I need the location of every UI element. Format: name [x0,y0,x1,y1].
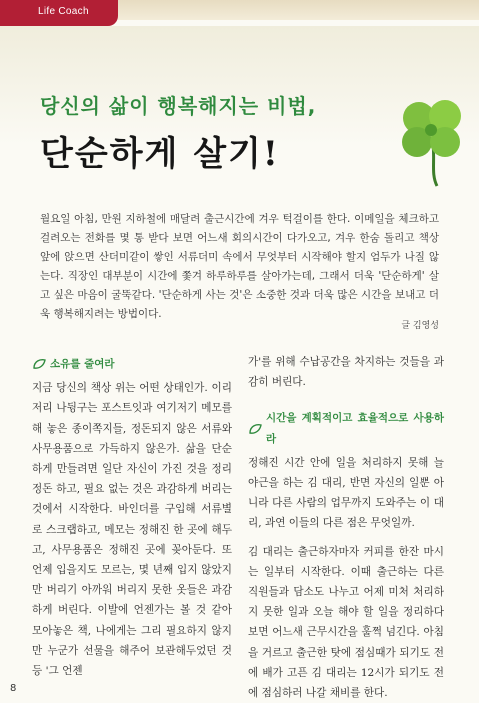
clover-illustration [397,92,467,188]
article-subtitle: 당신의 삶이 행복해지는 비법, [40,94,317,118]
paper-edge-decoration [118,0,479,20]
intro-paragraph: 월요일 아침, 만원 지하철에 매달려 출근시간에 겨우 턱걸이를 한다. 이메일을 체크하고 걸려오는 전화를 몇 통 받다 보면 어느새 회의시간이 다가오고, 겨우 한숨 돌리고 책상 앞에 앉으면 산더미같이 쌓인 서류더미 속에서 무엇부터 시작해야 할지 엄두가 나질 않는다. 직장인 대부분이 시간에 쫓겨 하루하루를 살아가는데, 그래서 더욱 '단순하게' 살고 싶은 마음이 굴뚝같다. '단순하게 사는 것'은 소중한 것과 더욱 많은 시간을 보내고 더욱 행복해지려는 방법이다. [40,213,439,320]
section-heading-use-time [248,408,444,448]
section-heading-label: 소유를 줄여라 [50,358,115,370]
left-column [32,352,232,681]
right-column [248,352,444,703]
section-heading-label: 시간을 계획적이고 효율적으로 사용하라 [266,412,444,445]
leaf-bullet-icon [248,423,262,435]
page-number: 8 [10,683,17,694]
leaf-bullet-icon [32,358,46,370]
section-tab-label: Life Coach [38,6,89,17]
article-title: 단순하게 살기! [40,134,280,174]
byline: 글 김영성 [401,321,439,331]
body-paragraph: 지금 당신의 책상 위는 어떤 상태인가. 이리저리 나뒹구는 포스트잇과 여기저기 메모를 해 놓은 종이쪽지들, 정돈되지 않은 서류와 사무용품으로 가득하지 않은가. 삶을 단순하게 만들려면 일단 자신이 가진 것을 정리정돈 하고, 필요 없는 것은 과감하게 버리는 것에서 시작한다. 바인더를 구입해 서류별로 스크랩하고, 메모는 정해진 한 곳에 해두고, 사무용품은 정해진 곳에 꽂아둔다. 또 언제 입을지도 모르는, 몇 년째 입지 않았지만 버리기 아까워 버리지 못한 옷들은 과감하게 버린다. 이발에 언젠가는 볼 것 같아 모아놓은 책, 나에게는 그리 필요하지 않지만 누군가 선물을 해주어 보관해두었던 것 등 '그 언젠 [32,382,232,678]
body-paragraph: 가'를 위해 수납공간을 차지하는 것들을 과감히 버린다. [248,356,444,389]
body-paragraph: 정해진 시간 안에 일을 처리하지 못해 늘 야근을 하는 김 대리, 반면 자신의 일뿐 아니라 다른 사람의 업무까지 도와주는 이 대리, 과연 이들의 다른 점은 무엇일까. [248,456,444,530]
section-heading-reduce-possessions [32,354,232,374]
section-tab [0,0,118,26]
body-paragraph: 김 대리는 출근하자마자 커피를 한잔 마시는 일부터 시작한다. 이때 출근하는 다른 직원들과 담소도 나누고 어제 미처 처리하지 못한 일과 오늘 해야 할 일을 정리하다 보면 어느새 근무시간을 훌쩍 넘긴다. 아침을 거르고 출근한 탓에 점심때가 되기도 전에 배가 고픈 김 대리는 12시가 되기도 전에 점심하러 나갈 채비를 한다. [248,545,444,700]
